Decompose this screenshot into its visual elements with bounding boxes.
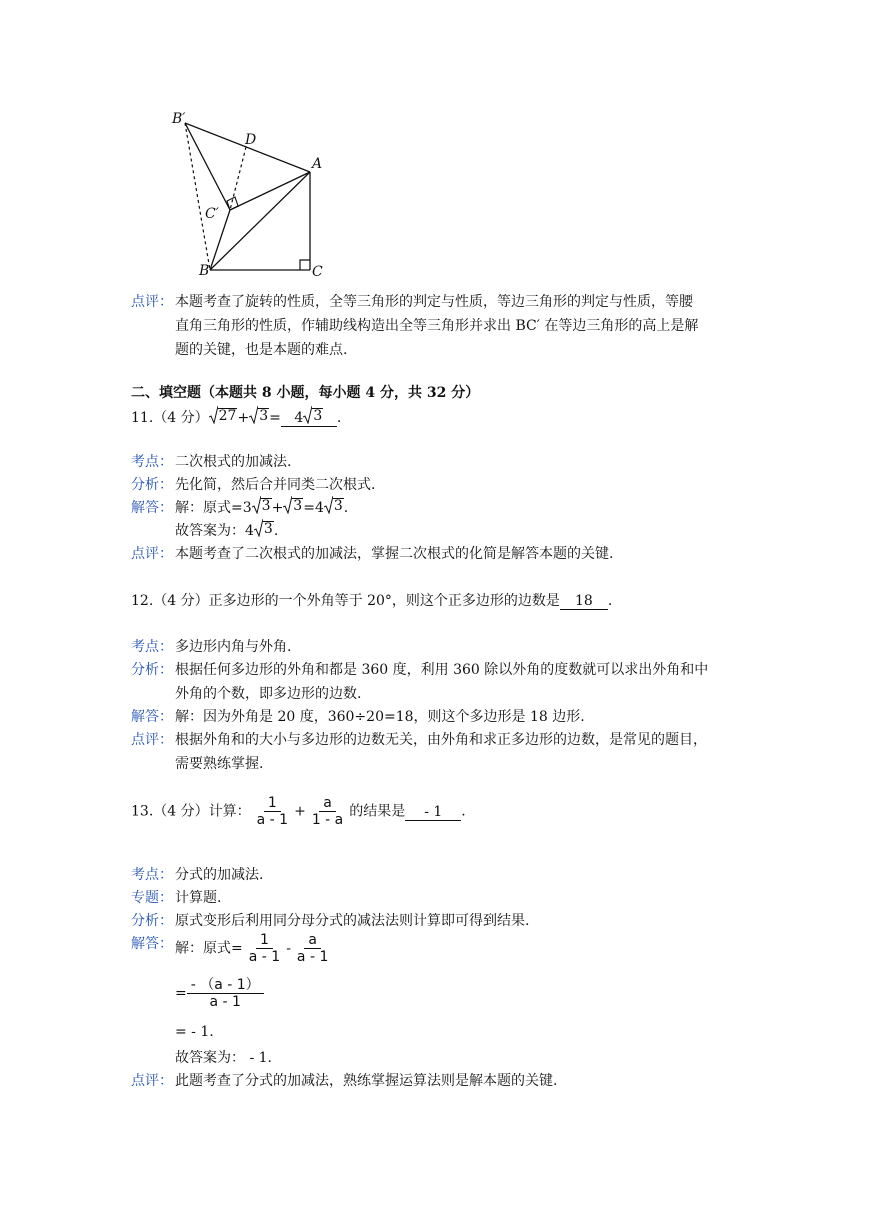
q13-comment: 此题考查了分式的加减法，熟练掌握运算法则是解本题的关键. xyxy=(175,1073,558,1089)
q13-solution-label: 解答： xyxy=(131,936,173,952)
q11-comment: 本题考查了二次根式的加减法，掌握二次根式的化简是解答本题的关键. xyxy=(175,546,614,562)
q13-solution-step1: 解：原式= $\frac{1}{a - 1}$ - $\frac{a}{a - 1}$ xyxy=(175,932,329,966)
q11-radical-1: 27 xyxy=(209,406,238,424)
q11-prefix: 11.（4 分） xyxy=(131,410,209,426)
q11-analysis: 先化简，然后合并同类二次根式. xyxy=(175,477,376,493)
q11-analysis-label: 分析： xyxy=(131,477,173,493)
q13-solution-step2: = $\frac{- (a - 1)}{a - 1}$ xyxy=(175,977,266,1010)
q13-point: 分式的加减法. xyxy=(175,867,264,883)
q11-end: . xyxy=(336,410,342,426)
q13-answer-blank: - 1 xyxy=(405,805,461,821)
q13-topic: 计算题. xyxy=(175,890,222,906)
q13-solution-answer: 故答案为： - 1. xyxy=(175,1050,272,1066)
q10-comment-label: 点评： xyxy=(131,294,173,310)
q12-point: 多边形内角与外角. xyxy=(175,639,292,655)
q12-analysis-line1: 根据任何多边形的外角和都是 360 度，利用 360 除以外角的度数就可以求出外角和中 xyxy=(175,662,709,678)
q12-comment-line1: 根据外角和的大小与多边形的边数无关，由外角和求正多边形的边数，是常见的题目， xyxy=(175,732,707,748)
label-b: B xyxy=(199,263,210,279)
q12-solution-label: 解答： xyxy=(131,709,173,725)
q13-point-label: 考点： xyxy=(131,867,173,883)
q10-comment-line2: 直角三角形的性质，作辅助线构造出全等三角形并求出 BC′ 在等边三角形的高上是解 xyxy=(175,318,699,334)
q11-question xyxy=(131,406,341,427)
q13-fraction-1: $\frac{1}{a - 1}$ xyxy=(256,795,289,829)
label-c: C xyxy=(312,264,323,280)
q12-comment-line2: 需要熟练掌握. xyxy=(175,756,264,772)
q11-comment-label: 点评： xyxy=(131,546,173,562)
label-c-prime: C′ xyxy=(205,206,219,222)
segment-b-a xyxy=(210,172,310,270)
q11-solution: 解：原式=3 3 + 3 =4 3 . xyxy=(175,497,349,516)
q12-question: 12.（4 分）正多边形的一个外角等于 20°，则这个正多边形的边数是 18 . xyxy=(131,593,613,609)
segment-b-prime-c-prime xyxy=(185,123,230,210)
q11-point: 二次根式的加减法. xyxy=(175,454,292,470)
q12-point-label: 考点： xyxy=(131,639,173,655)
label-a: A xyxy=(312,156,323,172)
q13-fraction-2: $\frac{a}{1 - a}$ xyxy=(311,795,344,829)
q10-comment-line3: 题的关键，也是本题的难点. xyxy=(175,342,348,358)
q11-answer-blank: 4 3 xyxy=(281,406,337,427)
q13-analysis-label: 分析： xyxy=(131,913,173,929)
q13-comment-label: 点评： xyxy=(131,1073,173,1089)
dashed-b-prime-b xyxy=(185,123,210,270)
q12-answer-blank: 18 xyxy=(560,594,608,610)
q11-radical-2: 3 xyxy=(249,406,269,424)
q12-analysis-line2: 外角的个数，即多边形的边数. xyxy=(175,686,362,702)
q11-solution-label: 解答： xyxy=(131,500,173,516)
q12-analysis-label: 分析： xyxy=(131,662,173,678)
q11-eq: = xyxy=(269,410,281,426)
q13-topic-label: 专题： xyxy=(131,890,173,906)
q12-comment-label: 点评： xyxy=(131,732,173,748)
q13-question: 13.（4 分）计算： $\frac{1}{a - 1}$ + $\frac{a}{1 - a}$ 的结果是 - 1 . xyxy=(131,795,466,829)
label-b-prime: B′ xyxy=(172,111,186,127)
segment-c-prime-a xyxy=(230,172,310,210)
q10-comment-line1: 本题考查了旋转的性质，全等三角形的判定与性质，等边三角形的判定与性质，等腰 xyxy=(175,294,693,310)
q13-analysis: 原式变形后利用同分母分式的减法法则计算即可得到结果. xyxy=(175,913,530,929)
q11-answer: 故答案为：4 3 . xyxy=(175,520,279,539)
label-d: D xyxy=(245,132,257,148)
right-angle-c xyxy=(300,260,310,270)
dashed-d-c-prime xyxy=(230,147,246,210)
q13-solution-step3: = - 1. xyxy=(175,1024,214,1040)
q11-point-label: 考点： xyxy=(131,454,173,470)
section-title: 二、填空题（本题共 8 小题，每小题 4 分，共 32 分） xyxy=(131,385,480,401)
q12-solution: 解：因为外角是 20 度，360÷20=18，则这个多边形是 18 边形. xyxy=(175,709,585,725)
q11-plus: + xyxy=(237,410,250,426)
